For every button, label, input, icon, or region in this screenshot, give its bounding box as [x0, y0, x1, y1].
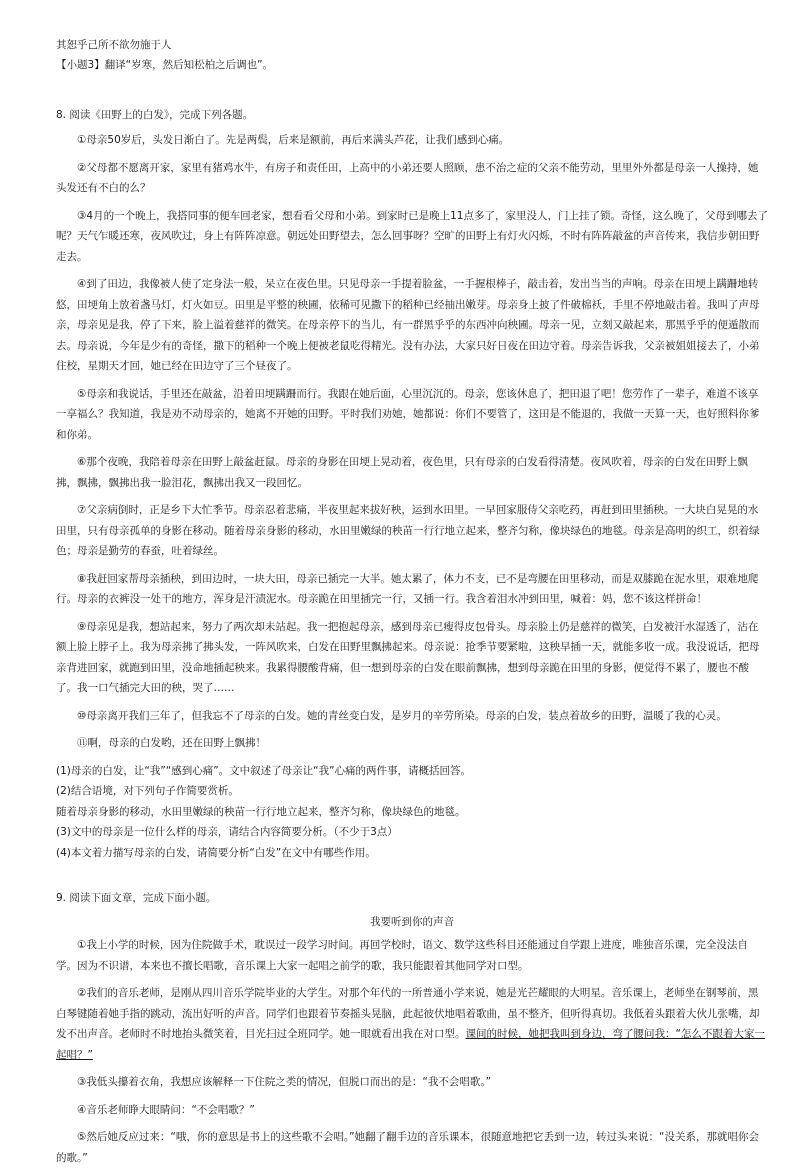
paragraph: ③我低头攥着衣角，我想应该解释一下住院之类的情况，但脱口而出的是：“我不会唱歌。”: [77, 1076, 492, 1088]
question-8-heading: 8. 阅读《田野上的白发》，完成下列各题。: [56, 109, 254, 121]
paragraph: ⑤然后她反应过来：“哦，你的意思是书上的这些歌不会唱。”她翻了翻手边的音乐课本，很随意地把它丢到一边，转过头来说：“没关系，那就唱你会的歌。”: [56, 1131, 759, 1164]
paragraph: ⑤母亲和我说话，手里还在敲盆，沿着田埂蹒跚而行。我跟在她后面，心里沉沉的。母亲，您该休息了，把田退了吧！您劳作了一辈子，难道不该享一享福么？我知道，我是劝不动母亲的，她离不开她的田野。平时我们劝她，她都说：你们不要管了，这田是不能退的，我做一天算一天，也好照料你爹和你弟。: [56, 387, 760, 441]
paragraph: ⑦父亲病倒时，正是乡下大忙季节。母亲忍着悲痛，半夜里起来拔好秧，运到水田里。一早回家服侍父亲吃药，再赶到田里插秧。一大块白晃晃的水田里，只有母亲孤单的身影在移动。随着母亲身影的移动，水田里嫩绿的秧苗一行行地立起来，整齐匀称，像块绿色的地毯。母亲是高明的织工，织着绿色；母亲是勤劳的春蚕，吐着绿丝。: [56, 504, 760, 557]
question-9: [56, 891, 768, 1168]
subquestion-3: 【小题3】翻译“岁寒，然后知松柏之后调也”。: [56, 59, 274, 71]
paragraph: ⑧我赶回家帮母亲插秧，到田边时，一块大田，母亲已插完一大半。她太累了，体力不支，已不是弯腰在田里移动，而是双膝跪在泥水里，艰难地爬行。母亲的衣裤没一处干的地方，浑身是汗渍泥水。母亲跪在田里插完一行，又插一行。我含着泪水冲到田里，喊着：妈，您不该这样拼命！: [56, 572, 759, 605]
question-8: [56, 108, 768, 863]
paragraph: ③4月的一个晚上，我搭同事的便车回老家，想看看父母和小弟。到家时已是晚上11点多了，家里没人，门上挂了锁。奇怪，这么晚了，父母到哪去了呢？天气乍暖还寒，夜风吹过，身上有阵阵凉意。朝远处田野望去，怎么回事呀？空旷的田野上有灯火闪烁，不时有阵阵敲盆的声音传来，我信步朝田野走去。: [56, 209, 768, 263]
paragraph: ⑩母亲离开我们三年了，但我忘不了母亲的白发。她的青丝变白发，是岁月的辛劳所染。母亲的白发，装点着故乡的田野，温暖了我的心灵。: [77, 709, 727, 722]
paragraph: ①母亲50岁后，头发日渐白了。先是两鬓，后来是额前，再后来满头芦花，让我们感到心痛。: [77, 134, 510, 146]
quoted-sentence: 随着母亲身影的移动，水田里嫩绿的秧苗一行行地立起来，整齐匀称，像块绿色的地毯。: [56, 805, 466, 818]
paragraph: ⑥那个夜晚，我陪着母亲在田野上敲盆赶鼠。母亲的身影在田埂上晃动着，夜色里，只有母亲的白发看得清楚。夜风吹着，母亲的白发在田野上飘拂，飘拂，飘拂出我一脸泪花，飘拂出我又一段回忆。: [56, 456, 748, 489]
paragraph: ④音乐老师睁大眼睛问：“不会唱歌？”: [77, 1103, 255, 1116]
article-title: 我要听到你的声音: [370, 916, 454, 928]
paragraph: ①我上小学的时候，因为住院做手术，耽误过一段学习时间。再回学校时，语文、数学这些科目还能通过自学跟上进度，唯独音乐课，完全没法自学。因为不识谱，本来也不擅长唱歌，音乐课上大家一起唱之前学的歌，我只能跟着其他同学对口型。: [56, 939, 748, 972]
answer-line: 其恕乎己所不欲勿施于人: [56, 39, 172, 51]
paragraph: ⑪啊，母亲的白发哟，还在田野上飘拂！: [77, 737, 266, 749]
question-item: (1)母亲的白发，让“我”“感到心痛”。文中叙述了母亲让“我”心痛的两件事，请概括回答。: [56, 764, 472, 777]
question-9-heading: 9. 阅读下面文章，完成下面小题。: [56, 892, 217, 904]
question-item: (2)结合语境，对下列句子作简要赏析。: [56, 785, 239, 797]
paragraph: ⑨母亲见是我，想站起来，努力了两次却未站起。我一把抱起母亲，感到母亲已瘦得皮包骨头。母亲脸上仍是慈祥的微笑，白发被汗水湿透了，沾在额上脸上脖子上。我为母亲拂了拂头发，一阵风吹来，白发在田野里飘拂起来。母亲说：抢季节要紧啦，这秧早插一天，就能多收一成。我没说话，把母亲背进回家，就跑到田里，没命地插起秧来。我累得腰酸背痛，但一想到母亲的白发在眼前飘拂，想到母亲跪在田里的身影，便觉得不累了，腰也不酸了。我一口气插完大田的秧，哭了……: [56, 620, 760, 694]
paragraph: ②父母都不愿离开家，家里有猪鸡水牛，有房子和责任田，上高中的小弟还要人照顾，患不治之症的父亲不能劳动，里里外外都是母亲一人操持，她头发还有不白的么？: [56, 161, 759, 194]
document-page: [56, 38, 768, 1175]
question-item: (3)文中的母亲是一位什么样的母亲，请结合内容简要分析。（不少于3点）: [56, 826, 398, 838]
paragraph: ④到了田边，我像被人使了定身法一般，呆立在夜色里。只见母亲一手提着脸盆，一手握根棒子，敲击着，发出当当的声响。母亲在田埂上蹒跚地转悠，田埂角上放着盏马灯，灯火如豆。田里是平整的秧圃，依稀可见撒下的稻种已经抽出嫩芽。母亲身上披了件破棉袄，手里不停地敲击着。我叫了声母亲，母亲见是我，停了下来，脸上溢着慈祥的微笑。在母亲停下的当儿，有一群黑乎乎的东西冲向秧圃。母亲一见，立刻又敲起来，那黑乎乎的便遁散而去。母亲说，今年是少有的奇怪，撒下的稻种一个晚上便被老鼠吃得精光。没有办法，大家只好日夜在田边守着。母亲告诉我，父亲被姐姐接去了，小弟住校，星期天才回，她已经在田边守了三个昼夜了。: [56, 278, 760, 372]
paragraph-text: ②我们的音乐老师，是刚从四川音乐学院毕业的大学生。对那个年代的一所普通小学来说，她是光芒耀眼的大明星。音乐课上，老师坐在钢琴前，黑白琴键随着她手指的跳动，流出好听的声音。同学们也跟着节奏摇头晃脑，此起彼伏地唱着歌曲，虽不整齐，但听得真切。我低着头跟着大伙儿张嘴，却发不出声音。老师时不时地抬头微笑着，目光扫过全班同学。她一眼就看出我在对口型。: [56, 987, 760, 1040]
underlined-sentence: 课间的时候，她把我叫到身边，弯了腰问我：“怎么不跟着大家一起唱？”: [56, 1028, 765, 1061]
paragraph: [56, 983, 768, 1065]
question-item: (4)本文着力描写母亲的白发，请简要分析“白发”在文中有哪些作用。: [56, 846, 376, 859]
